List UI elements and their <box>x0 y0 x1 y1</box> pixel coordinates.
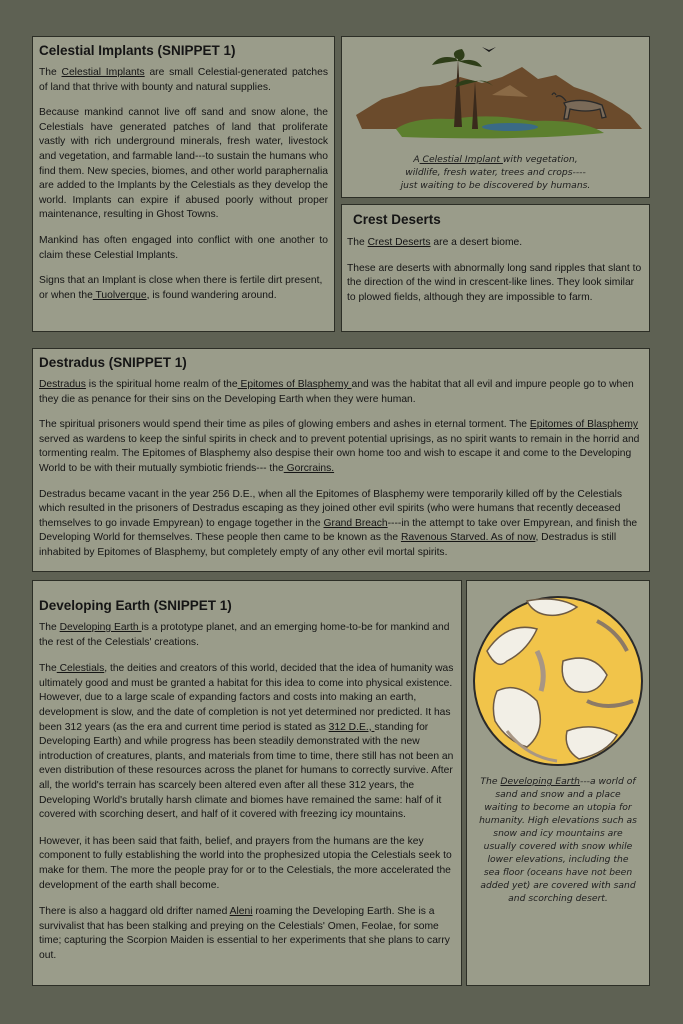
tuolverque-link[interactable]: Tuolverque <box>92 289 147 301</box>
ravenous-starved-link[interactable]: Ravenous Starved. As of now <box>400 532 536 544</box>
text: roaming the Developing Earth. She is a survivalist that has been stalking and preying on the Celestials' Omen, Feolae, for some time; capturing the Scorpion Maiden is essential to her experiments that she plans to carry out. <box>39 906 450 961</box>
implant-illustration-panel <box>341 36 650 198</box>
implants-paragraph-1 <box>39 66 328 95</box>
planet-caption <box>467 771 649 905</box>
text: are small Celestial-generated patches of land that thrive with bounty and natural supplies. <box>39 67 329 93</box>
developing-earth-panel <box>32 580 462 986</box>
aleni-link[interactable]: Aleni <box>229 906 253 918</box>
text: , is found wandering around. <box>146 289 277 301</box>
text: There is also a haggard old drifter named <box>39 906 230 918</box>
snow-region <box>566 727 617 759</box>
destradus-link[interactable]: Destradus <box>39 379 86 390</box>
developing-earth-title: Developing Earth (SNIPPET 1) <box>39 598 232 613</box>
text: ---a world of sand and snow and a place waiting to become an utopia for humanity. High elevations such as snow and icy mountains are usually covered with snow while lower elevations, including the sea floor (oceans have not been added yet) are covered with sand and scorching desert. <box>479 776 637 904</box>
earth-paragraph-3: However, it has been said that faith, belief, and prayers from the humans are the key component to fully establishing the world into the prophesized utopia the Celestials seek to make for them. The more the people pray for or to the Celestials, the more accelerated the development of the earth shall become. <box>39 835 452 891</box>
destradus-paragraph-2 <box>39 418 643 476</box>
text: , Destradus is still inhabited by Epitomes of Blasphemy, but completely empty of any other evil mortal spirits. <box>39 532 617 558</box>
developing-earth-planet <box>467 581 650 771</box>
text: The spiritual prisoners would spend their time as piles of glowing embers and ashes in eternal torment. The <box>39 419 530 431</box>
crest-deserts-link[interactable]: Crest Deserts <box>367 237 431 248</box>
crest-deserts-title: Crest Deserts <box>353 212 441 227</box>
earth-paragraph-2 <box>39 662 455 823</box>
celestial-implant-caption-link[interactable]: Celestial Implant <box>419 154 503 165</box>
planet-illustration-panel <box>466 580 650 986</box>
text: and was the habitat that all evil and impure people go to when they die as penance for their sins on the Developing Earth when they were human. <box>39 379 634 405</box>
text: , the deities and creators of this world, decided that the idea of humanity was ultimately good and must be granted a habitat for this idea to come into physical existence. However, due to a large scale of expanding factors and costs into making an earth, development is slow, and the date of completion is not yet determined nor predicted. It has been 312 years (as the era and current time period is stated as <box>39 663 454 733</box>
palm-leaves <box>432 49 482 67</box>
celestial-implant-illustration <box>342 37 650 149</box>
developing-earth-caption-link[interactable]: Developing Earth <box>500 776 581 787</box>
text: standing for Developing Earth) and while progress has been steadily demonstrated with the new introduction of creatures, plants, and materials from time to time, there still has not been an even distribution of these resources across the planet for humans to correctly survive. After all, the world's terrain has scarcely been altered even after all these 312 years, the Developing World's brutally harsh climate and biomes have remained the same: half of it covered with scorching desert, and half of it covered with freezing icy mountains. <box>39 721 454 821</box>
implant-caption <box>342 149 649 192</box>
text: with vegetation, wildlife, fresh water, trees and crops---- just waiting to be discovered by humans. <box>400 154 591 191</box>
text: The <box>480 776 501 787</box>
developing-earth-link[interactable]: Developing Earth <box>59 622 142 633</box>
text: The <box>39 67 62 78</box>
text: ----in the attempt to take over Empyrean, and finish the Developing World for themselves. These people then came to be known as the <box>39 517 638 544</box>
312-de-link[interactable]: 312 D.E., <box>328 721 375 733</box>
text: The <box>39 663 57 675</box>
destradus-paragraph-3 <box>39 488 643 561</box>
text: Destradus became vacant in the year 256 D.E., when all the Epitomes of Blasphemy were temporarily killed off by the Celestials which resulted in the prisoners of Destradus escaping as they joined other evil spirits (who were humans that recently deceased themselves to go invade Empyrean) to engage together in the <box>39 488 623 529</box>
destradus-title: Destradus (SNIPPET 1) <box>39 355 187 370</box>
epitomes-of-blasphemy-link[interactable]: Epitomes of Blasphemy <box>237 379 352 390</box>
implants-paragraph-3: Mankind has often engaged into conflict with one another to claim these Celestial Implants. <box>39 234 328 261</box>
text: are a desert biome. <box>430 237 523 248</box>
destradus-panel <box>32 348 650 572</box>
celestial-implants-title: Celestial Implants (SNIPPET 1) <box>39 43 236 58</box>
crest-paragraph-1 <box>347 236 644 251</box>
earth-paragraph-1 <box>39 621 455 650</box>
celestial-implants-link[interactable]: Celestial Implants <box>61 67 145 78</box>
destradus-paragraph-1 <box>39 378 643 407</box>
text: A <box>413 154 420 165</box>
celestial-implants-panel <box>32 36 335 332</box>
text: is the spiritual home realm of the <box>85 379 238 390</box>
gorcrains-link[interactable]: Gorcrains. <box>283 462 335 474</box>
text: The <box>347 237 368 248</box>
text: The <box>39 622 60 633</box>
bird-icon <box>482 47 496 52</box>
earth-paragraph-4 <box>39 905 455 963</box>
pond <box>482 123 538 131</box>
text: served as wardens to keep the sinful spirits in check and to prevent potential uprisings, as no spirit wants to remain in the horrid and tormenting realm. The Epitomes of Blasphemy also despise their own home too and wish to escape it and come to the Developing World to be with their mutually symbiotic friends--- the <box>39 433 640 474</box>
crest-paragraph-2: These are deserts with abnormally long sand ripples that slant to the direction of the wind in crescent-like lines. They look similar to plowed fields, although they are impossible to farm. <box>347 262 642 303</box>
implants-paragraph-2: Because mankind cannot live off sand and snow alone, the Celestials have generated patches of land that proliferate vastly with rich underground minerals, fresh water, livestock and vegetation, and farmable land---to sustain the humans who find them. New species, biomes, and other world paraphernalia are added to the Implants by the Celestials as they develop the world. Implants can expire if abused poorly without proper maintenance, resulting in Ghost Towns. <box>39 107 328 221</box>
grand-breach-link[interactable]: Grand Breach <box>323 517 388 529</box>
implants-paragraph-4 <box>39 274 328 303</box>
celestials-link[interactable]: Celestials <box>56 663 105 675</box>
planet-sand <box>474 597 642 765</box>
epitomes-of-blasphemy-link-2[interactable]: Epitomes of Blasphemy <box>529 419 639 431</box>
crest-deserts-panel <box>341 204 650 332</box>
text: is a prototype planet, and an emerging home-to-be for mankind and the rest of the Celestials' creations. <box>39 622 450 648</box>
text: Signs that an Implant is close when there is fertile dirt present, or when the <box>39 275 323 301</box>
